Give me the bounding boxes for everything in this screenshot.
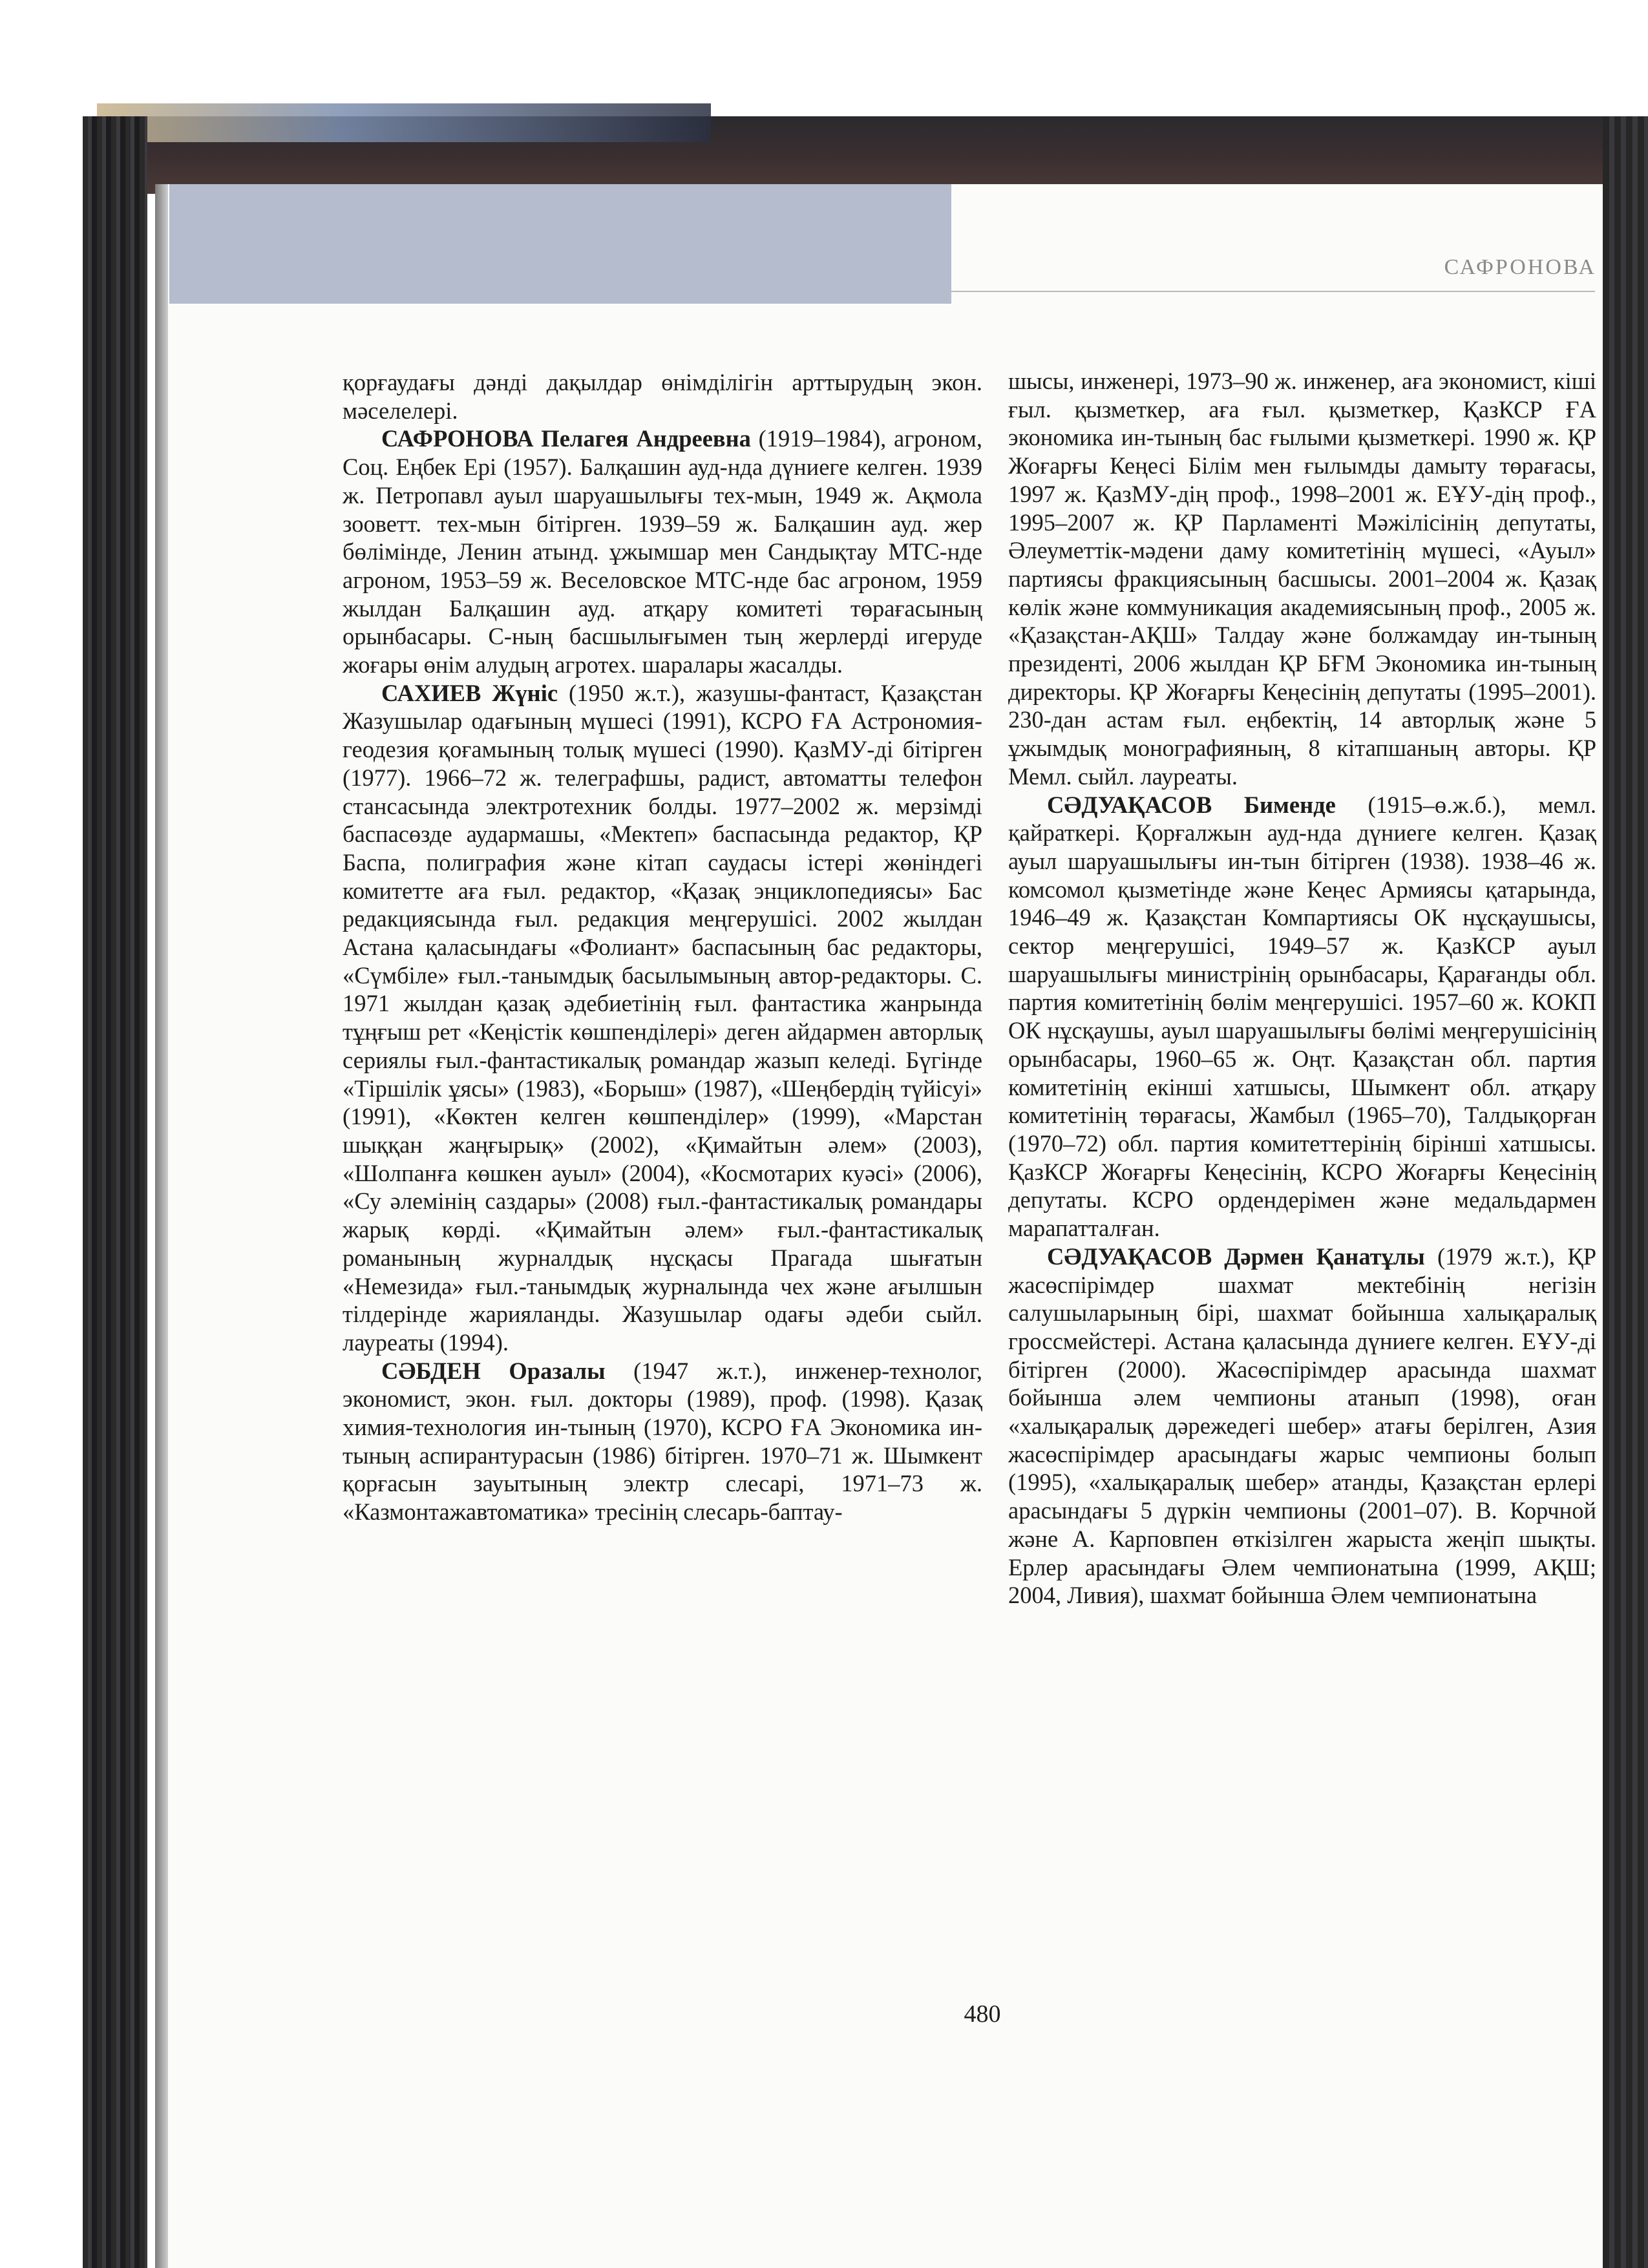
page-number: 480 [964,2000,1001,2028]
entry-text: (1979 ж.т.), ҚР жасөспірімдер шахмат мектебінің негізін салушыларының бірі, шахмат бойынша халықаралық гроссмейстері. Астана қаласында дүниеге келген. ЕҰУ-ді бітірген (2000). Жасөспірімдер арасында шахмат бойынша әлем чемпионы атанып (1998), оған «халықаралық дәрежедегі шебер» атағы берілген, Азия жасөспірімдер арасындағы жарыс чемпионы болып (1995), «халықаралық шебер» атанды, Қазақстан ерлері арасындағы 5 дүркін чемпионы (2001–07). В. Корчной және А. Карповпен өткізілген жарыста жеңіп шықты. Ерлер арасындағы Әлем чемпионатына (1999, АҚШ; 2004, Ливия), шахмат бойынша Әлем чемпионатына [1008,1243,1596,1609]
entry-paragraph [1008,791,1596,1243]
scanner-light-streak [97,103,711,142]
entry-headword: СӘБДЕН Оразалы [381,1357,606,1384]
entry-paragraph [343,1357,982,1526]
entry-headword: СӘДУАҚАСОВ Бименде [1047,791,1336,818]
entry-text: (1950 ж.т.), жазушы-фантаст, Қазақстан Жазушылар одағының мүшесі (1991), КСРО ҒА Астрономия-геодезия қоғамының толық мүшесі (1990). ҚазМУ-ді бітірген (1977). 1966–72 ж. телеграфшы, радист, автоматты телефон стансасында электротехник болды. 1977–2002 ж. мерзімді баспасөзде аудармашы, «Мектеп» баспасында редактор, ҚР Баспа, полиграфия және кітап саудасы істері жөніндегі комитетте аға ғыл. редактор, «Қазақ энциклопедиясы» Бас редакциясында ғыл. редакция меңгерушісі. 2002 жылдан Астана қаласындағы «Фолиант» баспасының бас редакторы, «Сүмбіле» ғыл.-танымдық басылымының автор-редакторы. С. 1971 жылдан қазақ әдебиетінің ғыл. фантастика жанрында тұңғыш рет «Кеңістік көшпенділері» деген айдармен авторлық сериялы ғыл.-фантастикалық романдар жазып келеді. Бүгінде «Тіршілік ұясы» (1983), «Борыш» (1987), «Шеңбердің түйісуі» (1991), «Көктен келген көшпенділер» (1999), «Марстан шыққан жаңғырық» (2002), «Қимайтын әлем» (2003), «Шолпанға көшкен ауыл» (2004), «Космотарих куәсі» (2006), «Су әлемінің саздары» (2008) ғыл.-фантастикалық романдары жарық көрді. «Қимайтын әлем» ғыл.-фантастикалық романының журналдық нұсқасы Прагада шығатын «Немезида» ғыл.-танымдық журналында чех және ағылшын тілдерінде жарияланды. Жазушылар одағы әдеби сыйл. лауреаты (1994). [343,679,982,1356]
entry-paragraph [1008,1243,1596,1610]
continuation-paragraph [343,368,982,425]
entry-text: шысы, инженері, 1973–90 ж. инженер, аға экономист, кіші ғыл. қызметкер, аға ғыл. қызметкер, ҚазКСР ҒА экономика ин-тының бас ғылыми қызметкері. 1990 ж. ҚР Жоғарғы Кеңесі Білім мен ғылымды дамыту төрағасы, 1997 ж. ҚазМУ-дің проф., 1998–2001 ж. ЕҰУ-дің проф., 1995–2007 ж. ҚР Парламенті Мәжілісінің депутаты, Әлеуметтік-мәдени даму комитетінің мүшесі, «Ауыл» партиясы фракциясының басшысы. 2001–2004 ж. Қазақ көлік және коммуникация академиясының проф., 2005 ж. «Қазақстан-АҚШ» Талдау және болжамдау ин-тының президенті, 2006 жылдан ҚР БҒМ Экономика ин-тының директоры. ҚР Жоғарғы Кеңесінің депутаты (1995–2001). 230-дан астам ғыл. еңбектің, 14 авторлық және 5 ұжымдық монографияның, 8 кітапшаның авторы. ҚР Мемл. сыйл. лауреаты. [1008,368,1596,790]
header-rule [951,291,1595,292]
left-column [343,368,982,1526]
page-edge [155,184,169,2268]
continuation-paragraph [1008,367,1596,791]
entry-paragraph [343,679,982,1357]
entry-paragraph [343,425,982,678]
entry-text: (1915–ө.ж.б.), мемл. қайраткері. Қорғалжын ауд-нда дүниеге келген. Қазақ ауыл шаруашылығы ин-тын бітірген (1938). 1938–46 ж. комсомол қызметінде және Кеңес Армиясы қатарында, 1946–49 ж. Қазақстан Компартиясы ОК нұсқаушысы, сектор меңгерушісі, 1949–57 ж. ҚазКСР ауыл шаруашылығы министрінің орынбасары, Қарағанды обл. партия комитетінің бөлім меңгерушісі. 1957–60 ж. КОКП ОК нұсқаушы, ауыл шаруашылығы бөлімі меңгерушісінің орынбасары, 1960–65 ж. Оңт. Қазақстан обл. партия комитетінің екінші хатшысы, Шымкент обл. атқару комитетінің төрағасы, Жамбыл (1965–70), Талдықорған (1970–72) обл. партия комитеттерінің бірінші хатшысы. ҚазКСР Жоғарғы Кеңесінің, КСРО Жоғарғы Кеңесінің депутаты. КСРО ордендерімен және медальдармен марапатталған. [1008,791,1596,1242]
entry-text: (1947 ж.т.), инженер-технолог, экономист, экон. ғыл. докторы (1989), проф. (1998). Қазақ химия-технология ин-тының (1970), КСРО ҒА Экономика ин-тының аспирантурасын (1986) бітірген. 1970–71 ж. Шымкент қорғасын зауытының электр слесарі, 1971–73 ж. «Казмонтажавтоматика» тресінің слесарь-баптау- [343,1357,982,1526]
right-column [1008,367,1596,1610]
entry-text: (1919–1984), агроном, Соц. Еңбек Ері (1957). Балқашин ауд-нда дүниеге келген. 1939 ж. Петропавл ауыл шаруашылығы тех-мын, 1949 ж. Ақмола зооветт. тех-мын бітірген. 1939–59 ж. Балқашин ауд. жер бөлімінде, Ленин атынд. ұжымшар мен Сандықтау МТС-нде агроном, 1953–59 ж. Веселовское МТС-нде бас агроном, 1959 жылдан Балқашин ауд. атқару комитеті төрағасының орынбасары. С-ның басшылығымен тың жерлерді игеруде жоғары өнім алудың агротех. шаралары жасалды. [343,425,982,678]
scanner-left-strip [83,116,147,2268]
scanner-right-strip [1603,116,1648,2268]
entry-text: қорғаудағы дәнді дақылдар өнімділігін арттырудың экон. мәселелері. [343,369,982,424]
entry-headword: САХИЕВ Жүніс [381,679,558,706]
entry-headword: САФРОНОВА Пелагея Андреевна [381,425,751,452]
running-head: САФРОНОВА [1444,255,1596,279]
entry-headword: СӘДУАҚАСОВ Дәрмен Қанатұлы [1047,1243,1425,1270]
header-color-band [169,184,951,304]
